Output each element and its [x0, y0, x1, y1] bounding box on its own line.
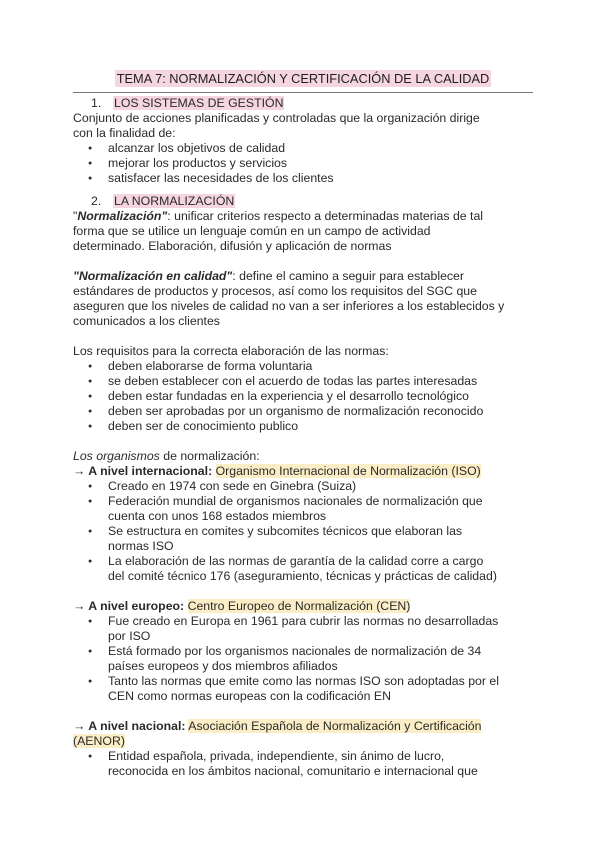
- section-title: LOS SISTEMAS DE GESTIÓN: [114, 96, 284, 110]
- list-item: ● Fue creado en Europa en 1961 para cubrir las normas no desarrolladas por ISO: [73, 614, 533, 644]
- definition-normalizacion: "Normalización": unificar criterios respecto a determinadas materias de tal: [73, 209, 484, 223]
- list-item: ● mejorar los productos y servicios: [73, 156, 533, 171]
- paragraph: comunicados a los clientes: [73, 314, 220, 328]
- list-item: ● Entidad española, privada, independiente, sin ánimo de lucro, reconocida en los ámbitos nacional, comunitario e internacional que: [73, 749, 533, 779]
- section-title: LA NORMALIZACIÓN: [114, 194, 235, 208]
- list-item: ● Tanto las normas que emite como las normas ISO son adoptadas por el CEN como normas europeas con la codificación EN: [73, 674, 533, 704]
- section-heading: [91, 96, 533, 111]
- list-item: ● Creado en 1974 con sede en Ginebra (Suiza): [73, 479, 533, 494]
- paragraph: aseguren que los niveles de calidad no van a ser inferiores a los establecidos y: [73, 299, 505, 313]
- organisms-intro: Los organismos de normalización:: [73, 449, 260, 463]
- list-item: ● satisfacer las necesidades de los clientes: [73, 171, 533, 186]
- list-item: ● Federación mundial de organismos nacionales de normalización que cuenta con unos 168 estados miembros: [73, 494, 533, 524]
- list-item: ● La elaboración de las normas de garantía de la calidad corre a cargo del comité técnico 176 (aseguramiento, técnicas y prácticas de calidad): [73, 554, 533, 584]
- list-item: ● alcanzar los objetivos de calidad: [73, 141, 533, 156]
- defined-term: Normalización": [77, 209, 168, 223]
- level-european: → A nivel europeo: Centro Europeo de Normalización (CEN): [73, 599, 411, 613]
- section-number: 2.: [91, 194, 102, 208]
- bullet-list: [73, 614, 533, 704]
- bullet-list: [73, 749, 533, 779]
- highlighted-organism: Centro Europeo de Normalización (CEN): [187, 599, 411, 613]
- paragraph: Los requisitos para la correcta elaboración de las normas:: [73, 344, 389, 358]
- bullet-list: [73, 141, 533, 186]
- list-item: ● deben ser aprobadas por un organismo de normalización reconocido: [73, 404, 533, 419]
- list-item: ● Está formado por los organismos nacionales de normalización de 34 países europeos y dos miembros afiliados: [73, 644, 533, 674]
- document-title: TEMA 7: NORMALIZACIÓN Y CERTIFICACIÓN DE LA CALIDAD: [116, 71, 490, 86]
- level-national-cont: (AENOR): [73, 734, 125, 748]
- bullet-list: [73, 359, 533, 434]
- list-item: ● se deben establecer con el acuerdo de todas las partes interesadas: [73, 374, 533, 389]
- paragraph: determinado. Elaboración, difusión y aplicación de normas: [73, 239, 392, 253]
- paragraph: estándares de productos y procesos, así como los requisitos del SGC que: [73, 284, 477, 298]
- highlighted-organism: Asociación Española de Normalización y Certificación: [188, 719, 482, 733]
- list-item: ● deben estar fundadas en la experiencia y el desarrollo tecnológico: [73, 389, 533, 404]
- document-page: [73, 70, 533, 779]
- paragraph: forma que se utilice un lenguaje común en un campo de actividad: [73, 224, 431, 238]
- bullet-list: [73, 479, 533, 584]
- highlighted-organism: Organismo Internacional de Normalización (ISO): [215, 464, 481, 478]
- defined-term: "Normalización en calidad": [73, 269, 233, 283]
- level-international: → A nivel internacional: Organismo Internacional de Normalización (ISO): [73, 464, 481, 478]
- title-divider: [73, 92, 533, 93]
- list-item: ● deben ser de conocimiento publico: [73, 419, 533, 434]
- level-national: → A nivel nacional: Asociación Española de Normalización y Certificación: [73, 719, 482, 733]
- section-number: 1.: [91, 96, 102, 110]
- paragraph: con la finalidad de:: [73, 126, 176, 140]
- list-item: ● Se estructura en comites y subcomites técnicos que elaboran las normas ISO: [73, 524, 533, 554]
- definition-normalizacion-calidad: "Normalización en calidad": define el camino a seguir para establecer: [73, 269, 464, 283]
- paragraph: Conjunto de acciones planificadas y controladas que la organización dirige: [73, 111, 480, 125]
- list-item: ● deben elaborarse de forma voluntaria: [73, 359, 533, 374]
- section-heading: [91, 194, 533, 209]
